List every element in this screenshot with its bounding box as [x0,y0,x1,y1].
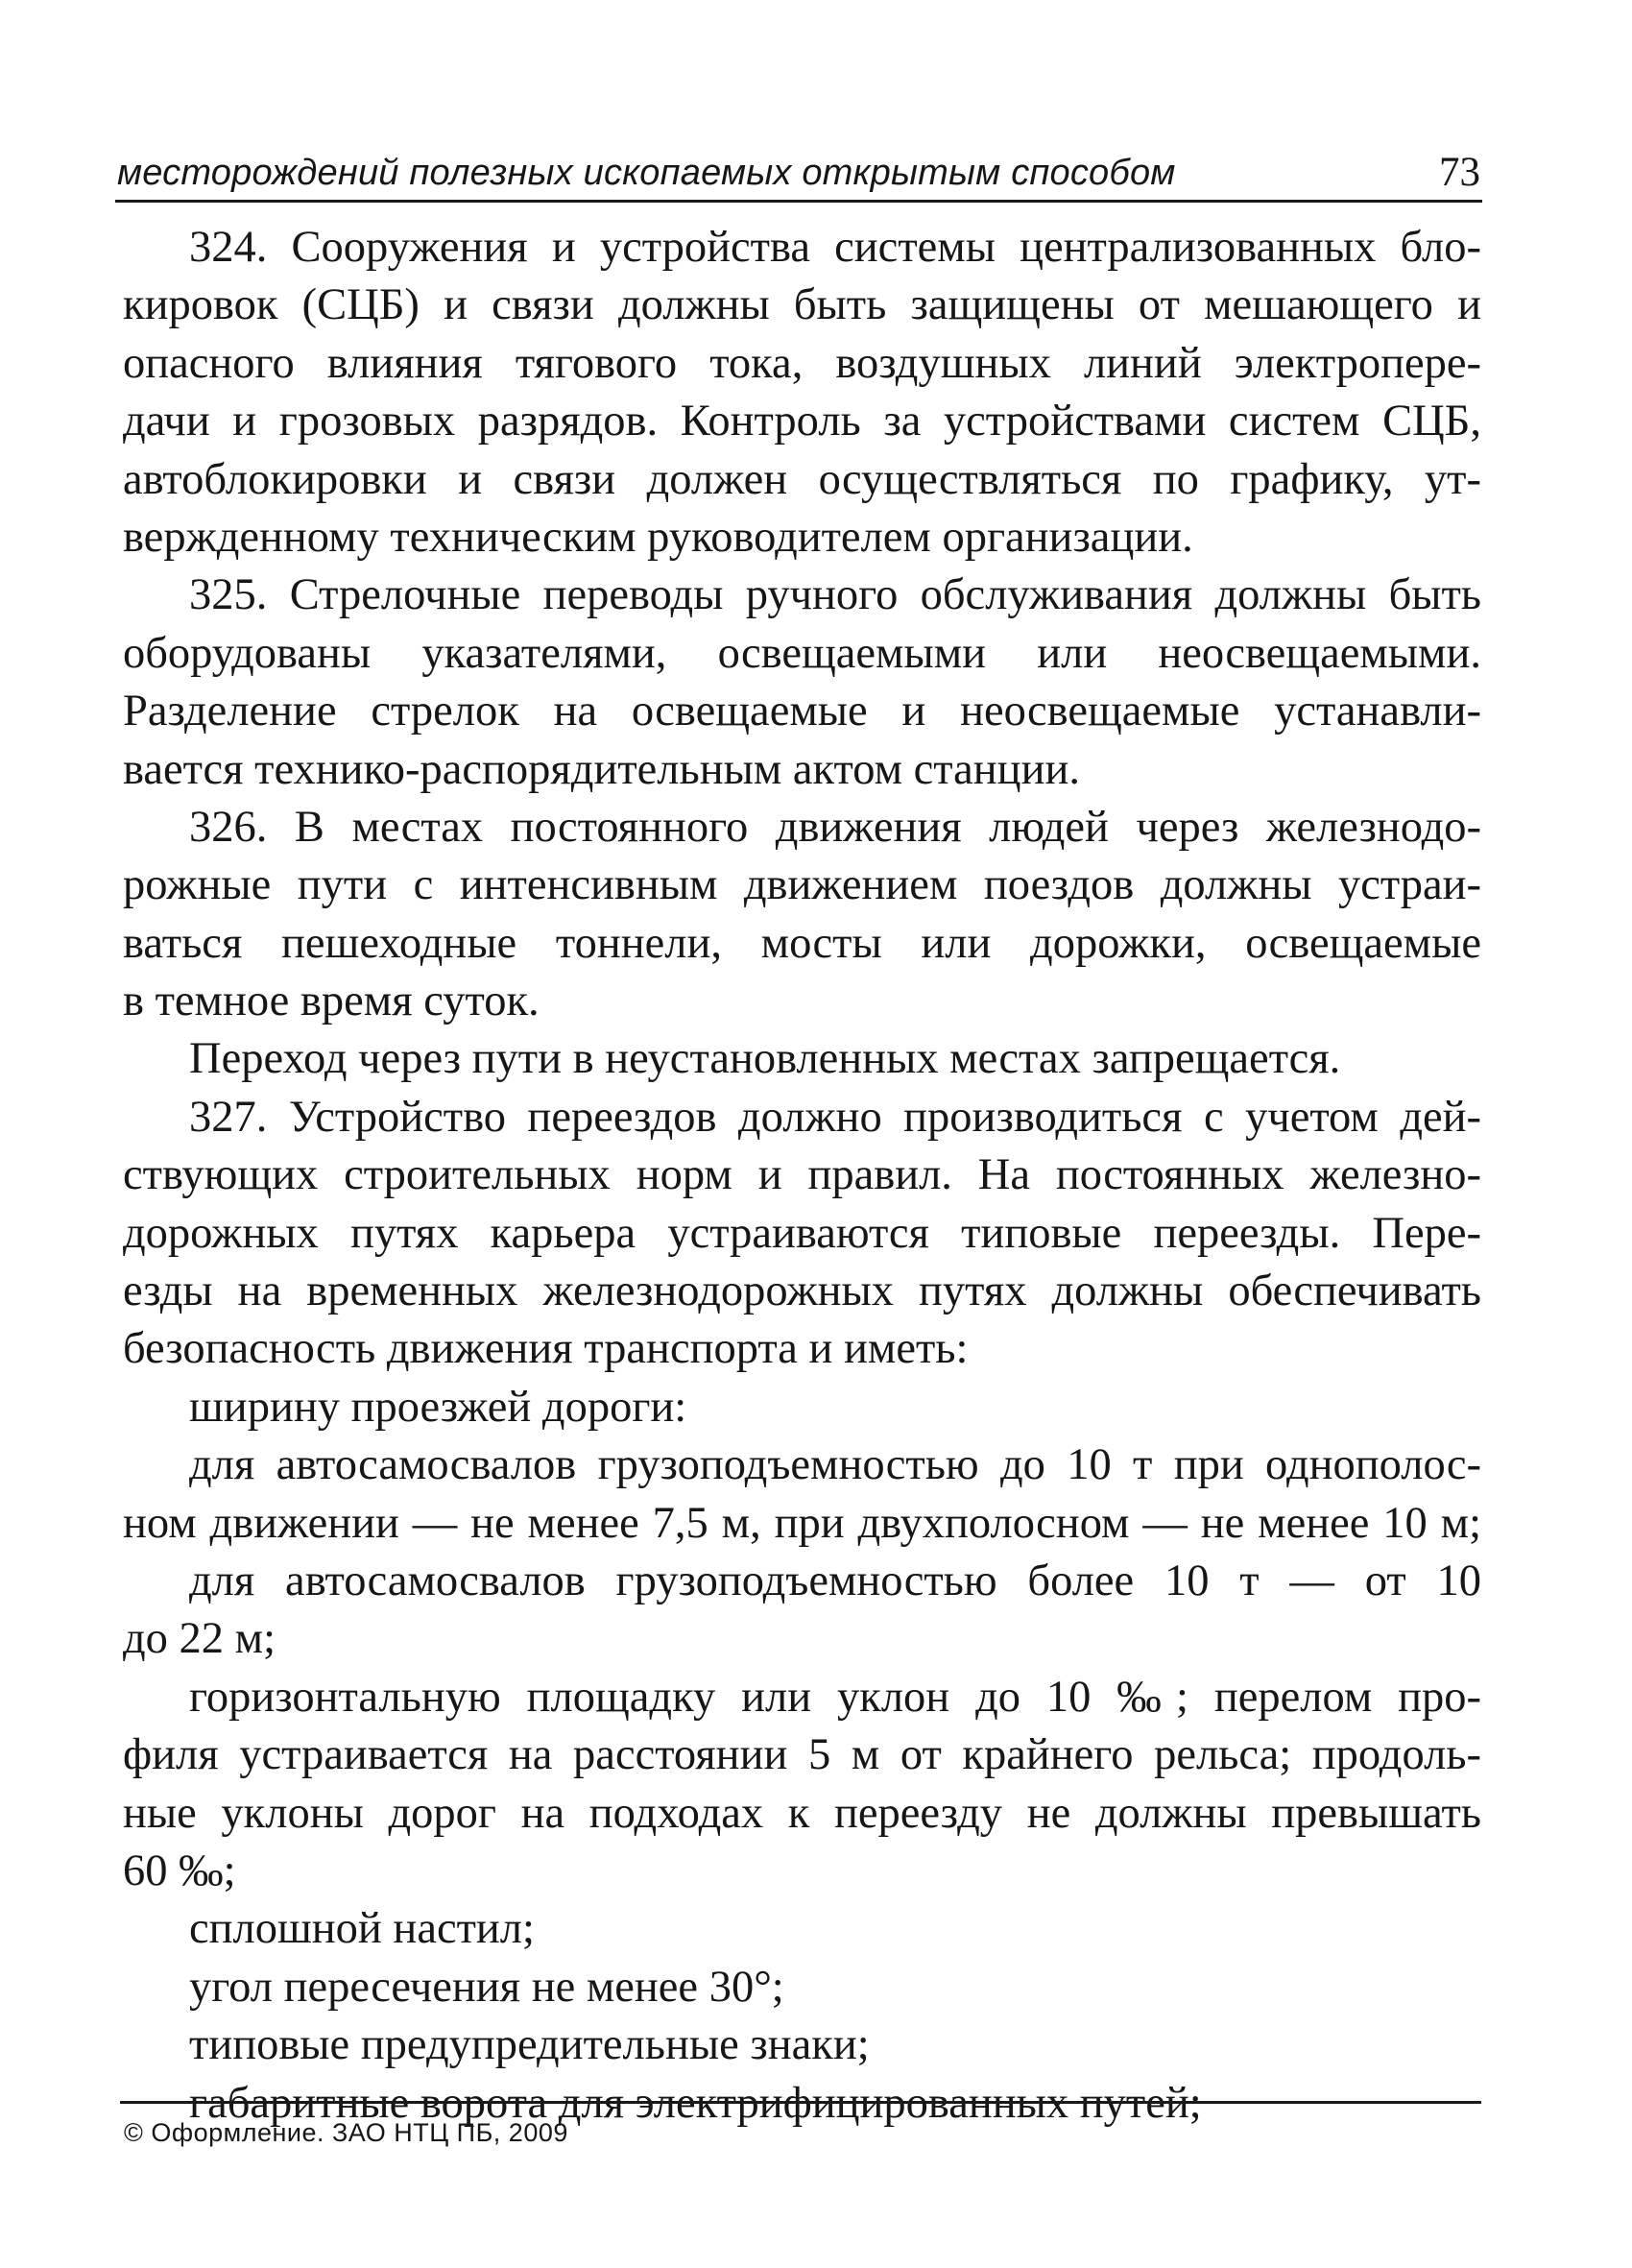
list-item-line: филя устраивается на расстоянии 5 м от крайнего рельса; продоль- [123,1730,1481,1780]
paragraph-326-line: ваться пешеходные тоннели, мосты или дорожки, освещаемые [123,918,1481,968]
paragraph-325-line: Разделение стрелок на освещаемые и неосвещаемые устанавли- [123,687,1481,736]
paragraph-327-line: езды на временных железнодорожных путях должны обеспечивать [123,1267,1481,1316]
paragraph-324-line: дачи и грозовых разрядов. Контроль за устройствами систем СЦБ, [123,397,1481,446]
footer-copyright: © Оформление. ЗАО НТЦ ПБ, 2009 [124,2118,568,2147]
page-number: 73 [1439,150,1480,195]
paragraph-327-line: ствующих строительных норм и правил. На постоянных железно- [123,1150,1481,1200]
paragraph-327-line: дорожных путях карьера устраиваются типовые переезды. Пере- [123,1208,1481,1258]
paragraph-324-line: автоблокировки и связи должен осуществляться по графику, ут- [123,454,1481,504]
paragraph-326-line: 326. В местах постоянного движения людей через железнодо- [189,802,1481,852]
list-item-line: горизонтальную площадку или уклон до 10 ‰; перелом про- [189,1672,1481,1722]
running-header [115,144,1482,203]
paragraph-325-line: вается технико-распорядительным актом станции. [123,744,1080,794]
paragraph-326-line: в темное время суток. [123,977,540,1026]
footer-divider [120,2101,1481,2104]
list-item-line: габаритные ворота для электрифицированных путей; [189,2078,1202,2128]
paragraph-324-line: вержденному техническим руководителем организации. [123,512,1193,562]
paragraph-325-line: оборудованы указателями, освещаемыми или неосвещаемыми. [123,628,1481,678]
paragraph-327-line: 327. Устройство переездов должно производиться с учетом дей- [189,1092,1481,1142]
paragraph-325-line: 325. Стрелочные переводы ручного обслуживания должны быть [189,570,1481,620]
paragraph-324-line: 324. Сооружения и устройства системы централизованных бло- [189,223,1481,272]
list-item-line: типовые предупредительные знаки; [189,2020,870,2070]
list-item-line: для автосамосвалов грузоподъемностью до 10 т при однополос- [189,1440,1481,1490]
list-item-line: для автосамосвалов грузоподъемностью более 10 т — от 10 [189,1556,1481,1605]
paragraph-crossing-line: Переход через пути в неустановленных местах запрещается. [189,1034,1341,1084]
paragraph-327-line: безопасность движения транспорта и иметь: [123,1324,969,1374]
paragraph-324-line: опасного влияния тягового тока, воздушных линий электропере- [123,338,1481,388]
list-item-line: ном движении — не менее 7,5 м, при двухполосном — не менее 10 м; [123,1498,1481,1548]
paragraph-326-line: рожные пути с интенсивным движением поездов должны устраи- [123,860,1481,910]
paragraph-324-line: кировок (СЦБ) и связи должны быть защищены от мешающего и [123,280,1481,330]
list-item-line: 60 ‰; [123,1846,236,1895]
list-item-line: ширину проезжей дороги: [189,1382,687,1432]
list-item-line: сплошной настил; [189,1904,535,1954]
list-item-line: до 22 м; [123,1614,276,1664]
list-item-line: угол пересечения не менее 30°; [189,1962,784,2012]
header-title: месторождений полезных ископаемых открытым способом [117,153,1176,193]
body-text [123,219,1481,2133]
list-item-line: ные уклоны дорог на подходах к переезду не должны превышать [123,1788,1481,1838]
